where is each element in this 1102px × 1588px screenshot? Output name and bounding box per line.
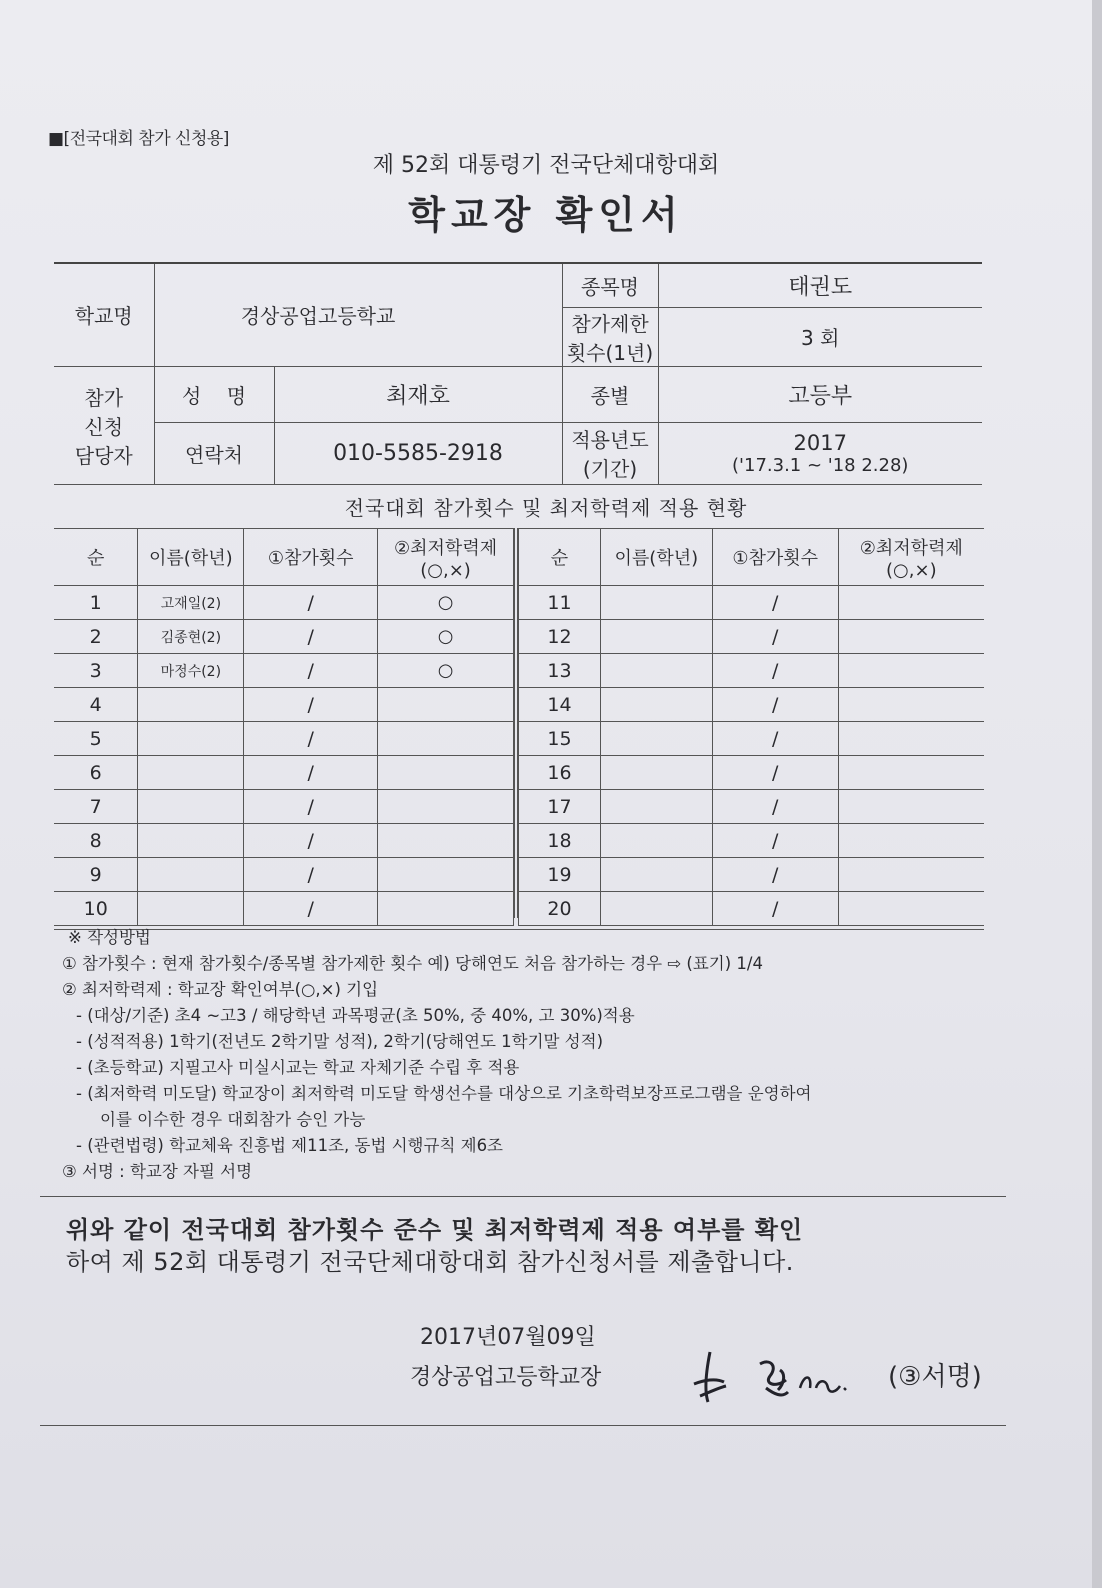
contact-label: 연락처 <box>154 422 274 484</box>
row-min <box>838 858 984 892</box>
table-row <box>519 790 985 824</box>
row-no: 20 <box>519 892 601 926</box>
status-title: 전국대회 참가횟수 및 최저학력제 적용 현황 <box>344 496 748 520</box>
row-count: / <box>712 654 838 688</box>
note-item: ② 최저학력제 : 학교장 확인여부(○,×) 기입 <box>62 980 379 999</box>
note-heading: ※ 작성방법 <box>68 928 151 947</box>
limit-value: 3 회 <box>658 307 982 366</box>
row-min: ○ <box>378 620 514 654</box>
table-row <box>54 722 514 756</box>
row-no: 12 <box>519 620 601 654</box>
table-row <box>54 892 514 926</box>
row-count: / <box>244 654 378 688</box>
row-no: 19 <box>519 858 601 892</box>
contact-value: 010-5585-2918 <box>274 422 562 484</box>
division-label: 종별 <box>562 366 658 422</box>
note-subitem: - (대상/기준) 초4 ~고3 / 해당학년 과목평균(초 50%, 중 40%, 고 30%)적용 <box>76 1006 635 1025</box>
row-name <box>600 586 712 620</box>
row-name: 마정수(2) <box>138 654 244 688</box>
row-min <box>838 756 984 790</box>
page-edge <box>1092 0 1102 1588</box>
row-no: 4 <box>54 688 138 722</box>
row-min <box>378 790 514 824</box>
row-min <box>838 892 984 926</box>
row-count: / <box>712 688 838 722</box>
row-count: / <box>712 858 838 892</box>
event-subtitle: 제 52회 대통령기 전국단체대항대회 <box>372 153 720 178</box>
row-min <box>378 892 514 926</box>
row-count: / <box>244 722 378 756</box>
row-min: ○ <box>378 654 514 688</box>
row-count: / <box>244 824 378 858</box>
row-count: / <box>712 824 838 858</box>
row-name <box>600 620 712 654</box>
table-row <box>54 790 514 824</box>
row-no: 7 <box>54 790 138 824</box>
col-no: 순 <box>519 529 601 586</box>
table-row <box>519 722 985 756</box>
row-name <box>138 722 244 756</box>
row-count: / <box>244 586 378 620</box>
row-name <box>600 824 712 858</box>
row-count: / <box>244 688 378 722</box>
row-count: / <box>712 892 838 926</box>
table-row <box>519 586 985 620</box>
event-label: 종목명 <box>562 263 658 307</box>
declaration-line-1: 위와 같이 전국대회 참가횟수 준수 및 최저학력제 적용 여부를 확인 <box>66 1216 804 1244</box>
row-min <box>838 790 984 824</box>
note-subitem-cont: 이를 이수한 경우 대회참가 승인 가능 <box>100 1110 366 1129</box>
row-count: / <box>244 620 378 654</box>
row-name <box>138 688 244 722</box>
row-min <box>378 688 514 722</box>
issue-date: 2017년07월09일 <box>420 1325 596 1350</box>
row-no: 14 <box>519 688 601 722</box>
table-row <box>519 892 985 926</box>
table-row <box>519 824 985 858</box>
table-row <box>519 858 985 892</box>
note-item: ① 참가횟수 : 현재 참가횟수/종목별 참가제한 횟수 예) 당해연도 처음 참가하는 경우 ⇨ (표기) 1/4 <box>62 954 763 973</box>
row-name: 김종현(2) <box>138 620 244 654</box>
instructions <box>62 925 992 1185</box>
row-name <box>600 722 712 756</box>
row-no: 2 <box>54 620 138 654</box>
row-no: 17 <box>519 790 601 824</box>
row-name: 고재일(2) <box>138 586 244 620</box>
table-row <box>54 688 514 722</box>
row-name <box>600 858 712 892</box>
row-no: 1 <box>54 586 138 620</box>
applicant-info-table <box>54 262 982 485</box>
row-name <box>138 824 244 858</box>
note-subitem: - (최저학력 미도달) 학교장이 최저학력 미도달 학생선수를 대상으로 기초학력보장프로그램을 운영하여 <box>76 1084 812 1103</box>
name-label: 성 명 <box>154 366 274 422</box>
row-name <box>138 756 244 790</box>
document-title: 학교장 확인서 <box>408 193 684 237</box>
row-name <box>138 858 244 892</box>
col-min: ②최저학력제 (○,×) <box>838 529 984 586</box>
col-name: 이름(학년) <box>138 529 244 586</box>
school-value: 경상공업고등학교 <box>154 263 562 366</box>
row-no: 16 <box>519 756 601 790</box>
row-no: 8 <box>54 824 138 858</box>
school-label: 학교명 <box>54 263 154 366</box>
event-value: 태권도 <box>658 263 982 307</box>
row-no: 3 <box>54 654 138 688</box>
row-min <box>838 586 984 620</box>
table-row <box>519 620 985 654</box>
row-count: / <box>244 790 378 824</box>
note-subitem: - (초등학교) 지필고사 미실시교는 학교 자체기준 수립 후 적용 <box>76 1058 520 1077</box>
status-table-right <box>518 528 984 926</box>
status-table-left <box>54 528 514 926</box>
row-min <box>838 722 984 756</box>
note-item: ③ 서명 : 학교장 자필 서명 <box>62 1162 253 1181</box>
row-min <box>378 824 514 858</box>
col-count: ①참가횟수 <box>712 529 838 586</box>
row-name <box>600 654 712 688</box>
limit-label: 참가제한 횟수(1년) <box>562 307 658 366</box>
row-min <box>378 756 514 790</box>
footer-rule <box>40 1425 1006 1426</box>
notes-bottom-rule <box>40 1196 1006 1197</box>
division-value: 고등부 <box>658 366 982 422</box>
table-row <box>519 688 985 722</box>
row-count: / <box>244 892 378 926</box>
person-label: 참가 신청 담당자 <box>54 366 154 484</box>
table-row <box>54 586 514 620</box>
row-count: / <box>712 790 838 824</box>
table-row <box>54 756 514 790</box>
row-min: ○ <box>378 586 514 620</box>
row-name <box>600 756 712 790</box>
handwritten-signature <box>680 1344 880 1408</box>
year-label: 적용년도 (기간) <box>562 422 658 484</box>
table-row <box>54 858 514 892</box>
row-no: 13 <box>519 654 601 688</box>
row-no: 10 <box>54 892 138 926</box>
row-min <box>838 688 984 722</box>
col-min: ②최저학력제 (○,×) <box>378 529 514 586</box>
form-tag: ■[전국대회 참가 신청용] <box>48 129 229 149</box>
name-value: 최재호 <box>274 366 562 422</box>
row-count: / <box>712 620 838 654</box>
table-row <box>54 654 514 688</box>
row-name <box>600 790 712 824</box>
row-no: 6 <box>54 756 138 790</box>
row-no: 11 <box>519 586 601 620</box>
note-subitem: - (관련법령) 학교체육 진흥법 제11조, 동법 시행규칙 제6조 <box>76 1136 503 1155</box>
signer-title: 경상공업고등학교장 <box>410 1365 602 1390</box>
row-name <box>600 688 712 722</box>
row-count: / <box>712 756 838 790</box>
row-count: / <box>712 586 838 620</box>
row-min <box>838 654 984 688</box>
table-row <box>54 620 514 654</box>
col-name: 이름(학년) <box>600 529 712 586</box>
row-no: 5 <box>54 722 138 756</box>
note-subitem: - (성적적용) 1학기(전년도 2학기말 성적), 2학기(당해연도 1학기말 성적) <box>76 1032 604 1051</box>
row-count: / <box>712 722 838 756</box>
row-no: 18 <box>519 824 601 858</box>
row-no: 15 <box>519 722 601 756</box>
row-no: 9 <box>54 858 138 892</box>
row-count: / <box>244 756 378 790</box>
col-no: 순 <box>54 529 138 586</box>
row-min <box>378 722 514 756</box>
row-name <box>600 892 712 926</box>
table-row <box>519 756 985 790</box>
row-name <box>138 790 244 824</box>
year-value: 2017 ('17.3.1 ~ '18 2.28) <box>658 422 982 484</box>
row-min <box>838 620 984 654</box>
row-count: / <box>244 858 378 892</box>
declaration <box>66 1214 996 1278</box>
declaration-line-2: 하여 제 52회 대통령기 전국단체대항대회 참가신청서를 제출합니다. <box>66 1248 794 1276</box>
signature-label: (③서명) <box>888 1362 982 1392</box>
table-row <box>54 824 514 858</box>
row-min <box>378 858 514 892</box>
table-row <box>519 654 985 688</box>
col-count: ①참가횟수 <box>244 529 378 586</box>
row-name <box>138 892 244 926</box>
row-min <box>838 824 984 858</box>
